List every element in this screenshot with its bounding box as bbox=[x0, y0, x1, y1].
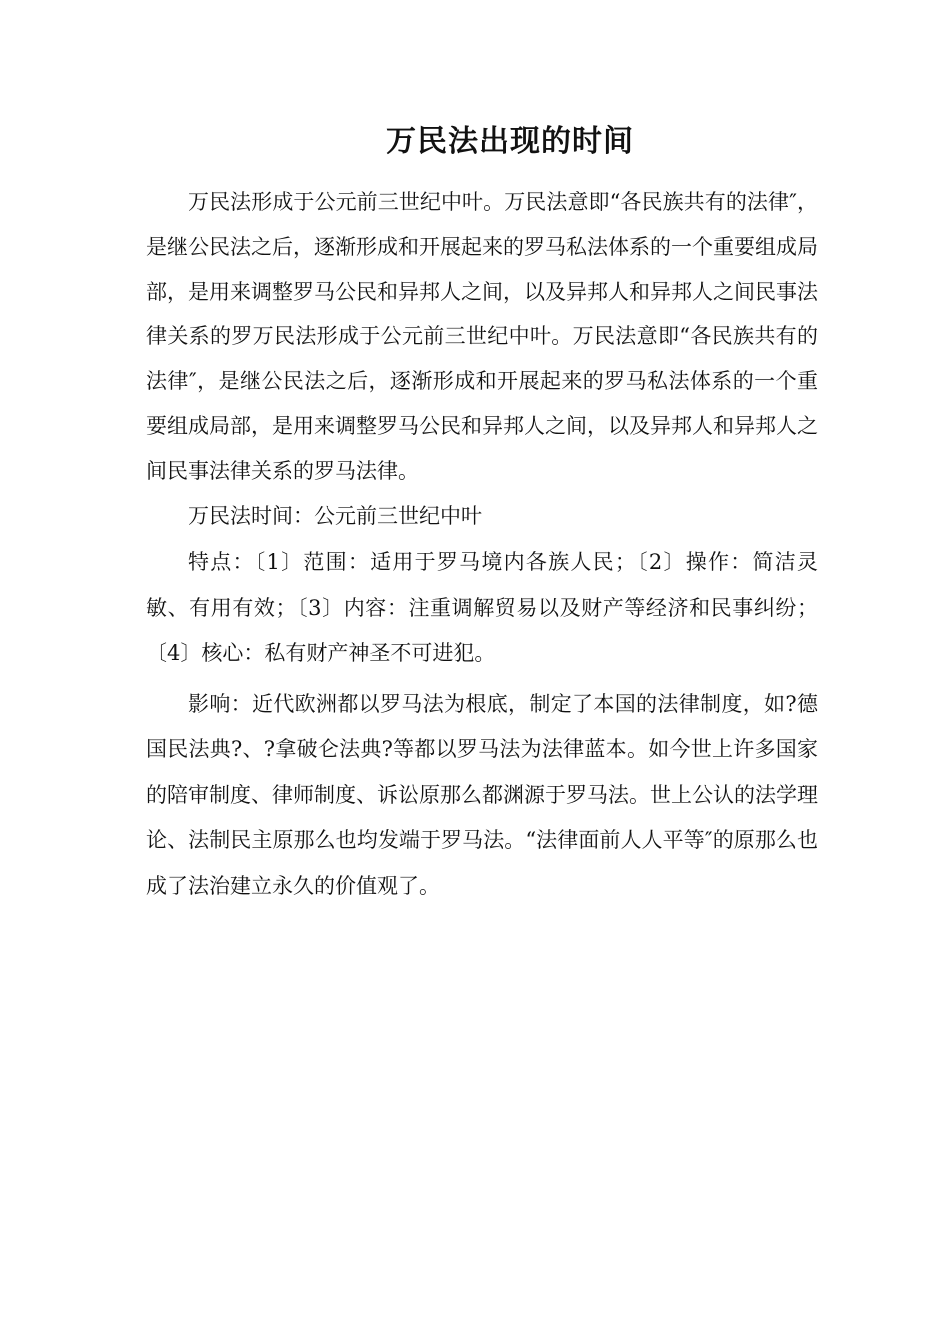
paragraph-time: 万民法时间：公元前三世纪中叶 bbox=[188, 503, 482, 528]
paragraph-origin: 万民法形成于公元前三世纪中叶。万民法意即“各民族共有的法律″，是继公民法之后，逐渐形成和开展起来的罗马私法体系的一个重要组成局部，是用来调整罗马公民和异邦人之间，以及异邦人和异邦人之间民事法律关系的罗万民法形成于公元前三世纪中叶。万民法意即“各民族共有的法律″，是继公民法之后，逐渐形成和开展起来的罗马私法体系的一个重要组成局部，是用来调整罗马公民和异邦人之间，以及异邦人和异邦人之间民事法律关系的罗马法律。 bbox=[146, 190, 818, 483]
document-body bbox=[146, 180, 818, 909]
paragraph-features: 特点：〔1〕范围：适用于罗马境内各族人民；〔2〕操作：简洁灵敏、有用有效；〔3〕内容：注重调解贸易以及财产等经济和民事纠纷；〔4〕核心：私有财产神圣不可进犯。 bbox=[146, 550, 818, 666]
paragraph-influence: 影响：近代欧洲都以罗马法为根底，制定了本国的法律制度，如?德国民法典?、?拿破仑法典?等都以罗马法为法律蓝本。如今世上许多国家的陪审制度、律师制度、诉讼原那么都渊源于罗马法。世上公认的法学理论、法制民主原那么也均发端于罗马法。“法律面前人人平等″的原那么也成了法治建立永久的价值观了。 bbox=[146, 691, 818, 898]
document-title: 万民法出现的时间 bbox=[386, 124, 634, 159]
